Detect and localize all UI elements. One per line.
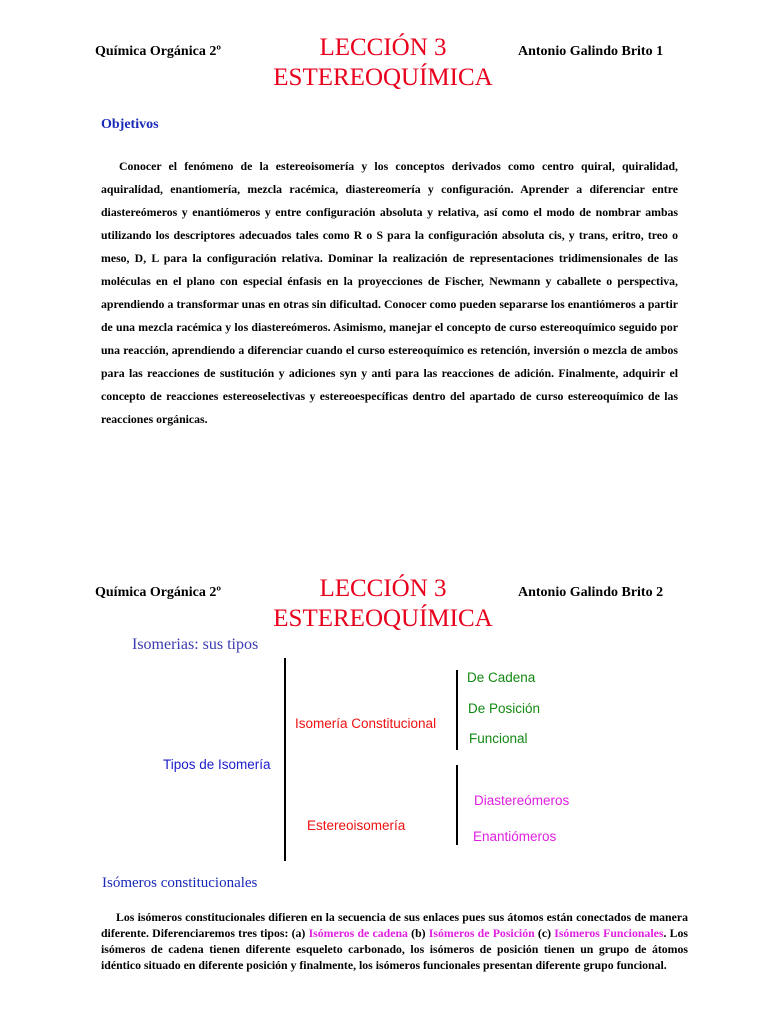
author-page: Antonio Galindo Brito 2 [518,585,664,600]
course-name: Química Orgánica 2º [95,44,221,59]
lesson-topic: ESTEREOQUÍMICA [273,605,493,632]
diagram-estereoisomeria: Estereoisomería [307,818,406,833]
diagram-cadena: De Cadena [467,670,536,685]
lesson-title [233,574,533,634]
lesson-number: LECCIÓN 3 [319,34,447,61]
link-isomeros-cadena[interactable]: Isómeros de cadena [308,926,408,940]
constitutional-bracket-line [456,670,458,750]
diagram-enantiomeros: Enantiómeros [473,829,557,844]
diagram-funcional: Funcional [469,731,528,746]
lesson-topic: ESTEREOQUÍMICA [273,64,493,91]
paragraph-text-1: Los isómeros constitucionales difieren en la secuencia de sus enlaces pues sus átomos están conectados de manera diferente. Diferenciaremos tres tipos: (a) [101,910,688,940]
section-objetivos: Objetivos [101,117,159,132]
paragraph-text-2: . Los isómeros de cadena tienen diferente esqueleto carbonado, los isómeros de posición tienen un grupo de átomos idéntico situado en diferente posición y finalmente, los isómeros funcionales presentan diferente grupo funcional. [101,926,688,972]
objectives-paragraph: Conocer el fenómeno de la estereoisomería y los conceptos derivados como centro quiral, quiralidad, aquiralidad, enantiomería, mezcla racémica, diastereomería y configuración. Aprender a diferenciar entre diastereómeros y enantiómeros y entre configuración absoluta y relativa, así como el modo de nombrar ambas utilizando los descriptores adecuados tales como R o S para la configuración absoluta cis, y trans, eritro, treo o meso, D, L para la configuración relativa. Dominar la realización de representaciones tridimensionales de las moléculas en el plano con especial énfasis en la proyecciones de Fischer, Newmann y caballete o perspectiva, aprendiendo a transformar unas en otras sin dificultad. Conocer como pueden separarse los enantiómeros a partir de una mezcla racémica y los diastereómeros. Asimismo, manejar el concepto de curso estereoquímico seguido por una reacción, aprendiendo a diferenciar cuando el curso estereoquímico es retención, inversión o mezcla de ambos para las reacciones de sustitución y adiciones syn y anti para las reacciones de adición. Finalmente, adquirir el concepto de reacciones estereoselectivas y estereoespecíficas dentro del apartado de curso estereoquímico de las reacciones orgánicas. [101,159,678,426]
author-page: Antonio Galindo Brito 1 [518,44,664,59]
link-isomeros-funcionales[interactable]: Isómeros Funcionales [554,926,664,940]
diagram-posicion: De Posición [468,701,541,716]
paragraph-text-b: (b) [407,926,429,940]
link-isomeros-posicion[interactable]: Isómeros de Posición [428,926,535,940]
paragraph-text-c: (c) [534,926,555,940]
diagram-diastereomeros: Diastereómeros [474,793,570,808]
course-name: Química Orgánica 2º [95,585,221,600]
lesson-title [233,33,533,93]
stereo-bracket-line [456,765,458,845]
isomerism-subtitle: Isomerias: sus tipos [132,636,259,653]
lesson-number: LECCIÓN 3 [319,575,447,602]
diagram-root: Tipos de Isomería [163,757,271,772]
section-isomeros-constitucionales: Isómeros constitucionales [102,875,258,891]
constitutional-paragraph [101,909,688,973]
diagram-constitutional: Isomería Constitucional [295,716,437,731]
root-bracket-line [284,658,286,861]
